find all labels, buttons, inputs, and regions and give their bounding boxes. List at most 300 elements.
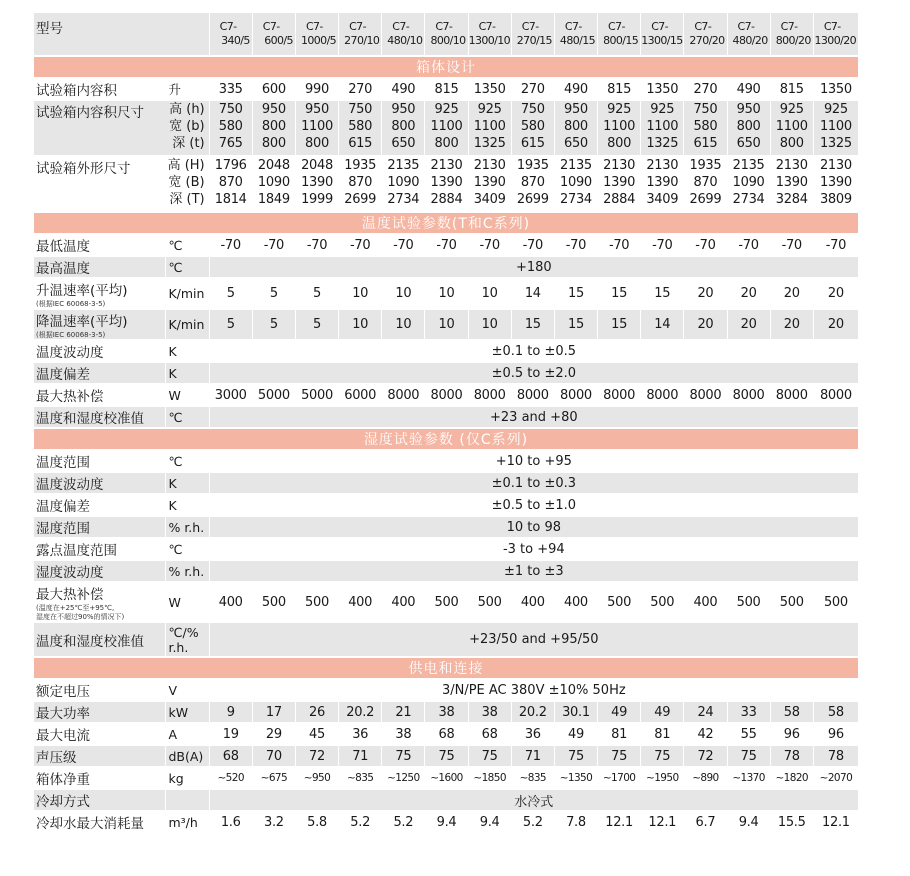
model-prefix: C7- bbox=[694, 20, 712, 33]
model-size: 270/15 bbox=[516, 34, 552, 47]
row-unit-text: kg bbox=[168, 770, 184, 786]
model-name bbox=[640, 13, 683, 55]
dimension-value: 800 bbox=[607, 136, 632, 151]
row-h-hum-range bbox=[34, 515, 858, 537]
dimension-value: 750 bbox=[348, 102, 373, 117]
value-cell: 15 bbox=[597, 308, 640, 339]
value-cell: 9 bbox=[209, 700, 252, 722]
value-cell: 68 bbox=[209, 744, 252, 766]
row-label-text: 温度偏差 bbox=[36, 499, 90, 515]
value-cell: 815 bbox=[424, 77, 467, 99]
value-cell: 71 bbox=[511, 744, 554, 766]
value-cell: 8000 bbox=[424, 383, 467, 405]
dimension-cell bbox=[683, 99, 726, 155]
dimension-cell bbox=[381, 99, 424, 155]
model-prefix: C7- bbox=[349, 20, 366, 33]
dimension-value: 1390 bbox=[430, 175, 463, 190]
row-label-text: 试验箱外形尺寸 bbox=[36, 161, 131, 177]
dimension-value: 2048 bbox=[301, 158, 333, 173]
value-cell: ~835 bbox=[338, 766, 381, 788]
value-cell: 10 bbox=[338, 308, 381, 339]
value-cell: 9.4 bbox=[727, 810, 770, 832]
row-label bbox=[34, 471, 165, 493]
model-name bbox=[770, 13, 813, 55]
dimension-value: 1796 bbox=[214, 158, 247, 173]
row-value: -3 to +94 bbox=[209, 537, 858, 559]
row-unit bbox=[165, 449, 208, 471]
row-unit bbox=[165, 515, 208, 537]
section-power bbox=[34, 656, 858, 678]
value-cell: 5.2 bbox=[381, 810, 424, 832]
dimension-cell bbox=[554, 99, 597, 155]
value-cell: 270 bbox=[683, 77, 726, 99]
dimension-cell bbox=[640, 99, 683, 155]
row-label-text: 声压级 bbox=[36, 750, 77, 766]
row-h-temp-range bbox=[34, 449, 858, 471]
row-unit-line-2: r.h. bbox=[168, 639, 189, 655]
value-cell: 15 bbox=[554, 277, 597, 308]
row-unit-text: kW bbox=[168, 704, 189, 720]
value-cell: -70 bbox=[424, 233, 467, 255]
row-temp-dev bbox=[34, 361, 858, 383]
value-cell: 15 bbox=[554, 308, 597, 339]
value-cell: 17 bbox=[252, 700, 295, 722]
value-cell: 12.1 bbox=[640, 810, 683, 832]
value-cell: 8000 bbox=[770, 383, 813, 405]
dimension-value: 1100 bbox=[473, 119, 506, 134]
value-cell: 5000 bbox=[252, 383, 295, 405]
row-label-text: 温度波动度 bbox=[36, 345, 104, 361]
row-label-text: 露点温度范围 bbox=[36, 543, 117, 559]
row-h-calib bbox=[34, 621, 858, 656]
value-cell: -70 bbox=[770, 233, 813, 255]
model-name bbox=[813, 13, 858, 55]
row-label bbox=[34, 515, 165, 537]
value-cell: 10 bbox=[381, 277, 424, 308]
dimension-value: 800 bbox=[434, 136, 459, 151]
dimension-value: 800 bbox=[736, 119, 761, 134]
model-header-label: 型号 bbox=[34, 13, 209, 55]
value-cell: 20.2 bbox=[338, 700, 381, 722]
dimension-value: 2135 bbox=[732, 158, 765, 173]
row-label-text: 最大热补偿 bbox=[36, 587, 104, 603]
value-cell: 42 bbox=[683, 722, 726, 744]
value-cell: ~1350 bbox=[554, 766, 597, 788]
row-value: ±0.5 to ±2.0 bbox=[209, 361, 858, 383]
row-unit-text: K bbox=[168, 497, 177, 513]
row-volume bbox=[34, 77, 858, 99]
value-cell: 3.2 bbox=[252, 810, 295, 832]
value-cell: 5.8 bbox=[295, 810, 338, 832]
value-cell: ~1820 bbox=[770, 766, 813, 788]
dimension-value: 925 bbox=[650, 102, 675, 117]
dimension-value: 800 bbox=[563, 119, 588, 134]
value-cell: 70 bbox=[252, 744, 295, 766]
dimension-value: 925 bbox=[823, 102, 848, 117]
dimension-value: 1390 bbox=[473, 175, 506, 190]
row-min-temp bbox=[34, 233, 858, 255]
row-unit-text: % r.h. bbox=[168, 519, 205, 535]
row-unit bbox=[165, 678, 208, 700]
dimension-cell bbox=[727, 99, 770, 155]
dimension-value: 2130 bbox=[646, 158, 679, 173]
row-h-dew bbox=[34, 537, 858, 559]
value-cell: 500 bbox=[813, 581, 858, 621]
value-cell: 8000 bbox=[381, 383, 424, 405]
model-prefix: C7- bbox=[392, 20, 410, 33]
value-cell: 1350 bbox=[640, 77, 683, 99]
row-h-heat-comp bbox=[34, 581, 858, 621]
value-cell: 45 bbox=[295, 722, 338, 744]
model-size: 600/5 bbox=[264, 34, 293, 47]
dimension-cell bbox=[295, 99, 338, 155]
row-label-text: 试验箱内容积尺寸 bbox=[36, 105, 144, 121]
row-unit-text: K bbox=[168, 343, 177, 359]
value-cell: 400 bbox=[511, 581, 554, 621]
row-inner-dimensions bbox=[34, 99, 858, 155]
model-name bbox=[424, 13, 467, 55]
row-unit bbox=[165, 233, 208, 255]
row-value: ±0.1 to ±0.5 bbox=[209, 339, 858, 361]
row-label bbox=[34, 233, 165, 255]
value-cell: 38 bbox=[468, 700, 511, 722]
model-name bbox=[468, 13, 511, 55]
model-size: 480/10 bbox=[387, 34, 423, 47]
value-cell: 1.6 bbox=[209, 810, 252, 832]
row-value: 3/N/PE AC 380V ±10% 50Hz bbox=[209, 678, 858, 700]
dimension-value: 1814 bbox=[214, 192, 247, 207]
model-prefix: C7- bbox=[478, 20, 496, 33]
row-value: ±0.5 to ±1.0 bbox=[209, 493, 858, 515]
value-cell: 10 bbox=[424, 277, 467, 308]
model-size: 480/20 bbox=[732, 34, 768, 47]
row-unit-text: K bbox=[168, 365, 177, 381]
dimension-axis-label: 高 (H) bbox=[167, 158, 205, 173]
value-cell: 400 bbox=[381, 581, 424, 621]
dimension-value: 950 bbox=[305, 102, 329, 117]
row-label-text: 最大热补偿 bbox=[36, 389, 104, 405]
row-label-text: 箱体净重 bbox=[36, 772, 90, 788]
value-cell: 270 bbox=[338, 77, 381, 99]
dimension-value: 925 bbox=[607, 102, 632, 117]
model-size: 1300/10 bbox=[468, 34, 511, 47]
value-cell: 9.4 bbox=[468, 810, 511, 832]
dimension-value: 800 bbox=[261, 136, 286, 151]
value-cell: ~835 bbox=[511, 766, 554, 788]
dimension-value: 870 bbox=[348, 175, 373, 190]
dimension-value: 2699 bbox=[689, 192, 722, 207]
dimension-value: 580 bbox=[693, 119, 718, 134]
row-unit-text: ℃ bbox=[168, 409, 183, 425]
dimension-cell bbox=[424, 99, 467, 155]
model-size: 1000/5 bbox=[300, 34, 337, 47]
value-cell: 36 bbox=[511, 722, 554, 744]
dimension-value: 2130 bbox=[430, 158, 463, 173]
row-label-wrap bbox=[36, 101, 209, 152]
row-unit-text: dB(A) bbox=[168, 748, 204, 764]
row-unit bbox=[165, 493, 208, 515]
value-cell: 68 bbox=[424, 722, 467, 744]
value-cell: -70 bbox=[295, 233, 338, 255]
row-weight bbox=[34, 766, 858, 788]
dimension-cell bbox=[683, 155, 726, 211]
dimension-value: 615 bbox=[520, 136, 545, 151]
model-size: 1300/20 bbox=[814, 34, 856, 47]
model-prefix: C7- bbox=[262, 20, 280, 33]
dimension-value: 2130 bbox=[473, 158, 506, 173]
dimension-value: 580 bbox=[348, 119, 373, 134]
value-cell: 815 bbox=[770, 77, 813, 99]
row-note: (根据IEC 60068-3-5) bbox=[36, 300, 106, 308]
model-prefix: C7- bbox=[737, 20, 755, 33]
model-name bbox=[727, 13, 770, 55]
value-cell: 24 bbox=[683, 700, 726, 722]
dimension-value: 580 bbox=[520, 119, 545, 134]
model-name bbox=[554, 13, 597, 55]
row-sound bbox=[34, 744, 858, 766]
value-cell: ~2070 bbox=[813, 766, 858, 788]
value-cell: 20 bbox=[727, 277, 770, 308]
row-label-text: 降温速率(平均) bbox=[36, 314, 128, 330]
dimension-value: 950 bbox=[736, 102, 761, 117]
value-cell: 500 bbox=[597, 581, 640, 621]
row-unit bbox=[165, 255, 208, 277]
dimension-value: 1390 bbox=[646, 175, 679, 190]
value-cell: ~1370 bbox=[727, 766, 770, 788]
value-cell: 500 bbox=[770, 581, 813, 621]
value-cell: -70 bbox=[597, 233, 640, 255]
value-cell: -70 bbox=[727, 233, 770, 255]
value-cell: 20 bbox=[727, 308, 770, 339]
dimension-value: 650 bbox=[391, 136, 416, 151]
section-box-design bbox=[34, 55, 858, 77]
value-cell: 10 bbox=[424, 308, 467, 339]
value-cell: 5 bbox=[295, 277, 338, 308]
row-label bbox=[34, 493, 165, 515]
row-h-temp-fluct bbox=[34, 471, 858, 493]
row-label bbox=[34, 788, 165, 810]
row-unit bbox=[165, 471, 208, 493]
row-label bbox=[34, 700, 165, 722]
row-label-text: 温度波动度 bbox=[36, 477, 104, 493]
row-water bbox=[34, 810, 858, 832]
model-size: 480/15 bbox=[559, 34, 596, 47]
row-value: +23 and +80 bbox=[209, 405, 858, 427]
row-max-temp bbox=[34, 255, 858, 277]
dimension-value: 1090 bbox=[560, 175, 592, 190]
row-label-text: 温度范围 bbox=[36, 455, 90, 471]
value-cell: 5 bbox=[252, 277, 295, 308]
value-cell: 20 bbox=[813, 277, 858, 308]
value-cell: -70 bbox=[468, 233, 511, 255]
value-cell: 500 bbox=[468, 581, 511, 621]
dimension-value: 950 bbox=[563, 102, 588, 117]
value-cell: 49 bbox=[597, 700, 640, 722]
value-cell: -70 bbox=[554, 233, 597, 255]
dimension-value: 2734 bbox=[560, 192, 592, 207]
dimension-cell bbox=[468, 99, 511, 155]
row-label bbox=[34, 308, 165, 339]
dimension-cell bbox=[468, 155, 511, 211]
dimension-cell bbox=[209, 99, 252, 155]
value-cell: 15 bbox=[640, 277, 683, 308]
row-value: +10 to +95 bbox=[209, 449, 858, 471]
row-value: +23/50 and +95/50 bbox=[209, 621, 858, 656]
model-size: 800/20 bbox=[775, 34, 811, 47]
row-note: (根据IEC 60068-3-5) bbox=[36, 331, 106, 339]
value-cell: 990 bbox=[295, 77, 338, 99]
dimension-value: 1390 bbox=[301, 175, 333, 190]
row-unit-text: ℃ bbox=[168, 541, 183, 557]
dimension-axis-label: 深 (t) bbox=[172, 136, 205, 151]
row-label bbox=[34, 339, 165, 361]
dimension-value: 750 bbox=[693, 102, 718, 117]
dimension-cell bbox=[295, 155, 338, 211]
row-label-text: 最高温度 bbox=[36, 261, 90, 277]
value-cell: 490 bbox=[727, 77, 770, 99]
value-cell: 49 bbox=[554, 722, 597, 744]
model-prefix: C7- bbox=[219, 20, 237, 33]
row-unit-text: ℃ bbox=[168, 237, 183, 253]
dimension-value: 1100 bbox=[646, 119, 679, 134]
value-cell: 5 bbox=[209, 308, 252, 339]
row-heat-comp bbox=[34, 383, 858, 405]
model-name bbox=[683, 13, 726, 55]
dimension-value: 870 bbox=[693, 175, 718, 190]
row-label bbox=[34, 581, 165, 621]
value-cell: 75 bbox=[597, 744, 640, 766]
dimension-cell bbox=[338, 99, 381, 155]
dimension-value: 1390 bbox=[819, 175, 852, 190]
row-label-text: 最大功率 bbox=[36, 706, 90, 722]
value-cell: 20 bbox=[683, 277, 726, 308]
value-cell: 75 bbox=[640, 744, 683, 766]
row-heat-rate bbox=[34, 277, 858, 308]
value-cell: 5.2 bbox=[338, 810, 381, 832]
section-temperature bbox=[34, 211, 858, 233]
row-unit-text: K/min bbox=[168, 317, 205, 332]
row-value: 10 to 98 bbox=[209, 515, 858, 537]
row-voltage bbox=[34, 678, 858, 700]
model-size: 340/5 bbox=[221, 34, 250, 47]
value-cell: 815 bbox=[597, 77, 640, 99]
row-unit bbox=[165, 700, 208, 722]
value-cell: 400 bbox=[209, 581, 252, 621]
value-cell: 8000 bbox=[640, 383, 683, 405]
value-cell: 5 bbox=[295, 308, 338, 339]
row-label bbox=[34, 77, 165, 99]
value-cell: 75 bbox=[554, 744, 597, 766]
value-cell: 9.4 bbox=[424, 810, 467, 832]
dimension-value: 1325 bbox=[473, 136, 506, 151]
row-unit-text: % r.h. bbox=[168, 563, 205, 579]
value-cell: 14 bbox=[640, 308, 683, 339]
spec-table-body bbox=[34, 13, 858, 832]
value-cell: 335 bbox=[209, 77, 252, 99]
dimension-value: 3409 bbox=[646, 192, 679, 207]
dimension-axis-label: 高 (h) bbox=[169, 102, 205, 117]
row-h-temp-dev bbox=[34, 493, 858, 515]
value-cell: 500 bbox=[295, 581, 338, 621]
value-cell: ~1950 bbox=[640, 766, 683, 788]
value-cell: 10 bbox=[338, 277, 381, 308]
dimension-value: 2135 bbox=[560, 158, 592, 173]
row-unit-text: ℃ bbox=[168, 259, 183, 275]
model-prefix: C7- bbox=[521, 20, 539, 33]
model-prefix: C7- bbox=[435, 20, 453, 33]
dimension-value: 650 bbox=[563, 136, 588, 151]
dimension-value: 870 bbox=[520, 175, 545, 190]
model-prefix: C7- bbox=[823, 20, 841, 33]
dimension-value: 925 bbox=[477, 102, 502, 117]
value-cell: 21 bbox=[381, 700, 424, 722]
row-unit-text: K bbox=[168, 475, 177, 491]
dimension-cell bbox=[554, 155, 597, 211]
value-cell: 8000 bbox=[813, 383, 858, 405]
dimension-value: 1100 bbox=[430, 119, 463, 134]
row-unit bbox=[165, 339, 208, 361]
value-cell: 96 bbox=[770, 722, 813, 744]
dimension-value: 925 bbox=[779, 102, 804, 117]
row-unit bbox=[165, 405, 208, 427]
dimension-cell bbox=[813, 155, 858, 211]
value-cell: 10 bbox=[381, 308, 424, 339]
row-label bbox=[34, 621, 165, 656]
dimension-value: 2734 bbox=[732, 192, 765, 207]
value-cell: 20 bbox=[683, 308, 726, 339]
model-size: 800/15 bbox=[603, 34, 639, 47]
model-prefix: C7- bbox=[651, 20, 669, 33]
dimension-cell bbox=[424, 155, 467, 211]
dimension-value: 1935 bbox=[689, 158, 722, 173]
row-label-text: 冷却方式 bbox=[36, 794, 90, 810]
value-cell: 75 bbox=[468, 744, 511, 766]
model-prefix: C7- bbox=[780, 20, 798, 33]
section-humidity bbox=[34, 427, 858, 449]
dimension-value: 870 bbox=[218, 175, 243, 190]
dimension-value: 2884 bbox=[430, 192, 463, 207]
row-unit bbox=[165, 308, 208, 339]
dimension-cell bbox=[813, 99, 858, 155]
value-cell: 3000 bbox=[209, 383, 252, 405]
value-cell: -70 bbox=[683, 233, 726, 255]
row-unit-text: W bbox=[168, 594, 181, 610]
value-cell: 15 bbox=[597, 277, 640, 308]
dimension-value: 950 bbox=[391, 102, 416, 117]
value-cell: -70 bbox=[209, 233, 252, 255]
row-h-hum-fluct bbox=[34, 559, 858, 581]
dimension-value: 765 bbox=[218, 136, 243, 151]
row-unit bbox=[165, 277, 208, 308]
value-cell: 1350 bbox=[468, 77, 511, 99]
row-label-text: 最低温度 bbox=[36, 239, 90, 255]
dimension-value: 2048 bbox=[257, 158, 290, 173]
dimension-cell bbox=[252, 155, 295, 211]
dimension-cell bbox=[597, 99, 640, 155]
row-unit bbox=[165, 559, 208, 581]
model-name bbox=[252, 13, 295, 55]
row-label-text: 湿度波动度 bbox=[36, 565, 104, 581]
row-note-2: 湿度在不超过90%的情况下) bbox=[36, 613, 125, 621]
value-cell: 81 bbox=[640, 722, 683, 744]
row-label bbox=[34, 361, 165, 383]
value-cell: -70 bbox=[381, 233, 424, 255]
row-label bbox=[34, 449, 165, 471]
row-unit bbox=[165, 722, 208, 744]
section-temperature-title: 温度试验参数(T和C系列) bbox=[34, 211, 858, 233]
row-label bbox=[34, 678, 165, 700]
row-label-text: 试验箱内容积 bbox=[36, 83, 117, 99]
